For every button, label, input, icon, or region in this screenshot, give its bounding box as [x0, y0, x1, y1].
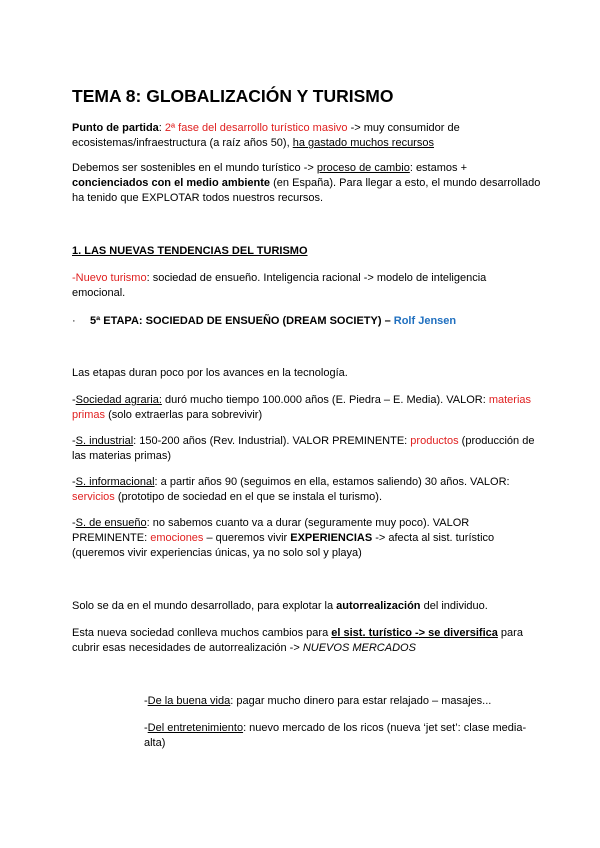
- text: : 150-200 años (Rev. Industrial). VALOR PREMINENTE:: [133, 435, 411, 447]
- paragraph-stages: Las etapas duran poco por los avances en la tecnología.: [72, 367, 348, 379]
- bold-underlined-text: el sist. turístico -> se diversifica: [331, 627, 498, 639]
- underlined-text: Sociedad agraria:: [75, 394, 162, 406]
- text: – queremos vivir: [203, 532, 291, 544]
- bold-text: autorrealización: [336, 600, 421, 612]
- text: (solo extraerlas para sobrevivir): [105, 409, 263, 421]
- text: : pagar mucho dinero para estar relajado – masajes...: [230, 695, 492, 707]
- text: : a partir años 90 (seguimos en ella, estamos saliendo) 30 años. VALOR:: [154, 476, 510, 488]
- underlined-text: S. informacional: [75, 476, 155, 488]
- highlight: 2ª fase del desarrollo turístico masivo: [164, 122, 348, 134]
- text: :: [158, 122, 165, 134]
- section-title: 1. LAS NUEVAS TENDENCIAS DEL TURISMO: [72, 245, 308, 257]
- paragraph-sustainability: [72, 161, 542, 206]
- text: duró mucho tiempo 100.000 años (E. Piedra – E. Media). VALOR:: [161, 394, 489, 406]
- text: : estamos +: [409, 162, 467, 174]
- dash: -: [72, 517, 76, 529]
- underlined-text: proceso de cambio: [316, 162, 410, 174]
- dash: -: [72, 394, 76, 406]
- underlined-text: Del entretenimiento: [147, 722, 244, 734]
- text: (producción de las materias primas): [72, 435, 535, 462]
- paragraph-starting-point: [72, 121, 542, 151]
- text: : sociedad de ensueño. Inteligencia racional -> modelo de inteligencia emocional.: [72, 272, 487, 299]
- dash: -: [144, 722, 148, 734]
- text: Solo se da en el mundo desarrollado, para explotar la: [72, 600, 337, 612]
- label: Punto de partida: [72, 122, 159, 134]
- dash: -: [72, 435, 76, 447]
- paragraph-dream: [72, 516, 542, 561]
- section-heading: [72, 244, 542, 259]
- paragraph-new-markets: [72, 626, 542, 656]
- author: Rolf Jensen: [393, 315, 457, 327]
- bold-text: 5ª ETAPA: SOCIEDAD DE ENSUEÑO (DREAM SOCIETY) –: [90, 315, 394, 327]
- highlight: productos: [410, 435, 459, 447]
- paragraph-informational: [72, 475, 542, 505]
- paragraph-new-tourism: [72, 271, 542, 301]
- dash: -: [72, 272, 76, 284]
- page-title: TEMA 8: GLOBALIZACIÓN Y TURISMO: [72, 86, 394, 106]
- text: para cubrir esas necesidades de autorrealización ->: [72, 627, 523, 654]
- dash: -: [72, 476, 76, 488]
- paragraph-agrarian: [72, 393, 542, 423]
- dash: -: [144, 695, 148, 707]
- highlight: emociones: [150, 532, 204, 544]
- underlined-text: De la buena vida: [147, 695, 231, 707]
- text: (en España). Para llegar a esto, el mundo desarrollado ha tenido que EXPLOTAR todos nuestros recursos.: [72, 177, 541, 204]
- bold-text: concienciados con el medio ambiente: [72, 177, 271, 189]
- paragraph-entertainment: [144, 721, 544, 751]
- text: Esta nueva sociedad conlleva muchos cambios para: [72, 627, 332, 639]
- bold-text: EXPERIENCIAS: [290, 532, 373, 544]
- underlined-text: S. industrial: [75, 435, 134, 447]
- paragraph-industrial: [72, 434, 542, 464]
- text: : no sabemos cuanto va a durar (seguramente muy poco). VALOR PREMINENTE:: [72, 517, 470, 544]
- text: (prototipo de sociedad en el que se instala el turismo).: [114, 491, 383, 503]
- text: -> muy consumidor de ecosistemas/infraestructura (a raíz años 50),: [72, 122, 460, 149]
- highlight: Nuevo turismo: [75, 272, 147, 284]
- paragraph-self-realization: [72, 599, 542, 614]
- underlined-text: ha gastado muchos recursos: [292, 137, 434, 149]
- italic-text: NUEVOS MERCADOS: [302, 642, 416, 654]
- text: Debemos ser sostenibles en el mundo turístico ->: [72, 162, 317, 174]
- bullet-marker: ·: [72, 315, 76, 327]
- text: -> afecta al sist. turístico (queremos vivir experiencias únicas, ya no solo sol y playa): [72, 532, 495, 559]
- bullet-stage: [72, 314, 542, 329]
- paragraph-good-life: [144, 694, 544, 709]
- text: : nuevo mercado de los ricos (nueva ‘jet set’: clase media-alta): [144, 722, 527, 749]
- underlined-text: S. de ensueño: [75, 517, 147, 529]
- text: del individuo.: [420, 600, 488, 612]
- highlight: servicios: [72, 491, 115, 503]
- highlight: materias primas: [72, 394, 532, 421]
